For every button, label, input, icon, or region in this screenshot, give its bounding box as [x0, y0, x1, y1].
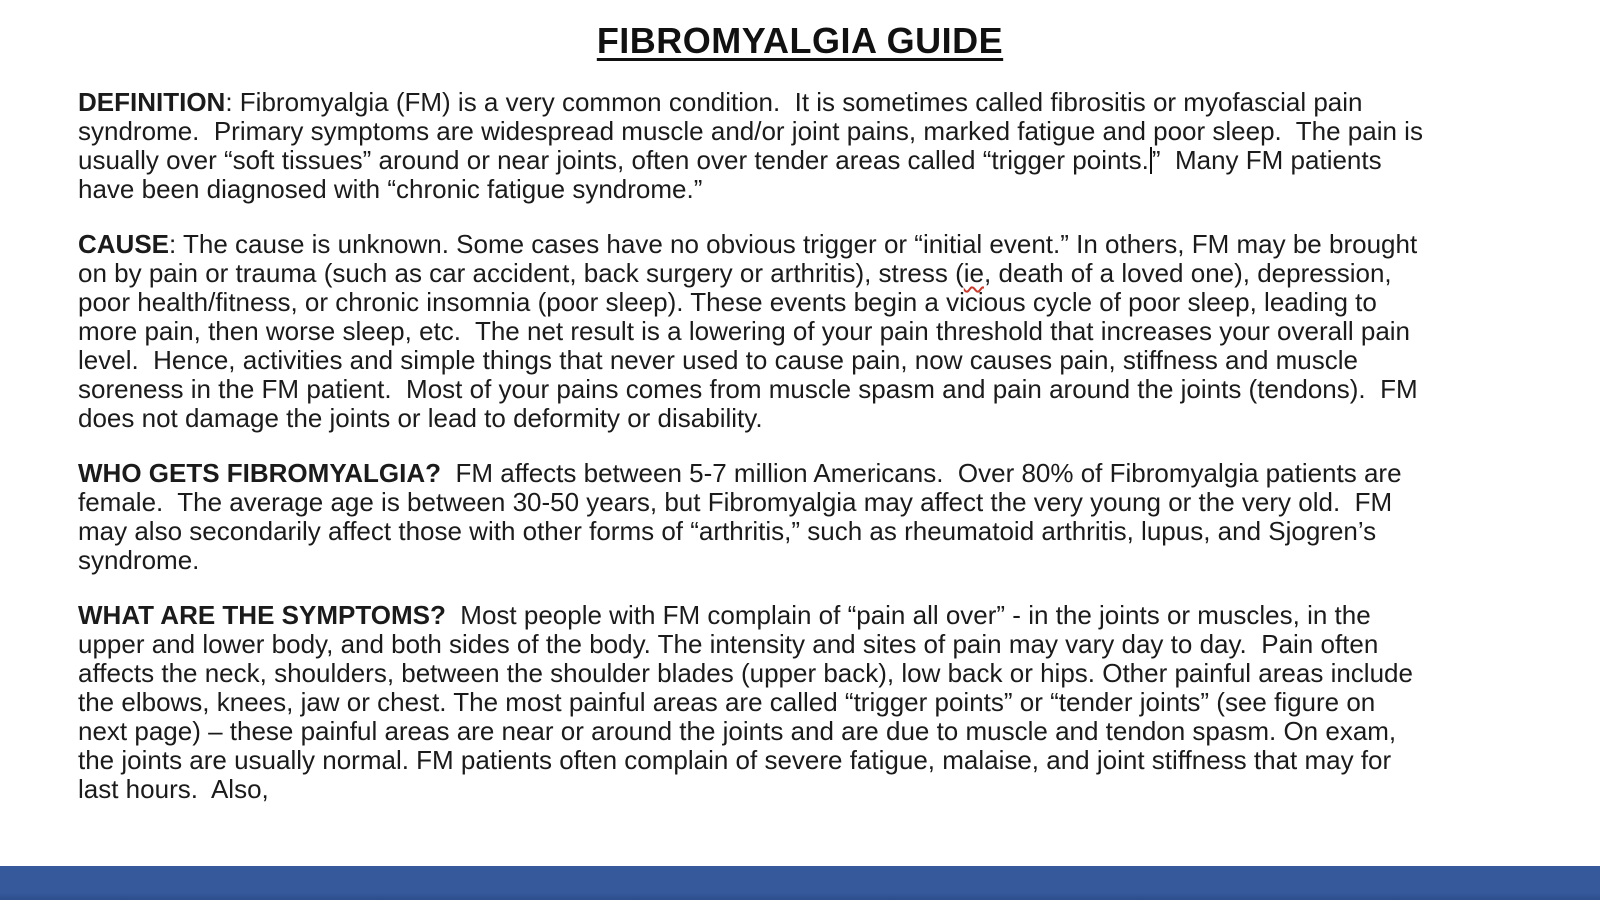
- who-gets-heading: WHO GETS FIBROMYALGIA?: [78, 458, 442, 488]
- definition-text-after-caret: ” Many FM patients have been diagnosed with “chronic fatigue syndrome.”: [78, 145, 1389, 204]
- who-gets-text: FM affects between 5-7 million Americans. Over 80% of Fibromyalgia patients are female. The average age is between 30-50 years, but Fibromyalgia may affect the very young or the very old. FM may also secondarily affect those with other forms of “arthritis,” such as rheumatoid arthritis, lupus, and Sjogren’s syndrome.: [78, 458, 1409, 575]
- cause-text-before-misspelling: : The cause is unknown. Some cases have no obvious trigger or “initial event.” In others, FM may be brought on by pain or trauma (such as car accident, back surgery or arthritis), stress (: [78, 229, 1425, 288]
- cause-heading: CAUSE: [78, 229, 170, 259]
- paragraph-definition[interactable]: [78, 88, 1430, 204]
- symptoms-heading: WHAT ARE THE SYMPTOMS?: [78, 600, 446, 630]
- paragraph-cause[interactable]: [78, 230, 1430, 433]
- bottom-accent-bar: [0, 866, 1600, 900]
- definition-text-before-caret: : Fibromyalgia (FM) is a very common condition. It is sometimes called fibrositis or myofascial pain syndrome. Primary symptoms are widespread muscle and/or joint pains, marked fatigue and poor sleep. The pain is usually over “soft tissues” around or near joints, often over tender areas called “trigger points.: [78, 87, 1431, 175]
- misspelled-word-spellcheck-underline: ie: [963, 258, 985, 288]
- paragraph-who-gets[interactable]: [78, 459, 1430, 575]
- definition-heading: DEFINITION: [78, 87, 226, 117]
- page-title: FIBROMYALGIA GUIDE: [596, 20, 1004, 61]
- cause-text-after-misspelling: , death of a loved one), depression, poor health/fitness, or chronic insomnia (poor sleep). These events begin a vicious cycle of poor sleep, leading to more pain, then worse sleep, etc. The net result is a lowering of your pain threshold that increases your overall pain level. Hence, activities and simple things that never used to cause pain, now causes pain, stiffness and muscle soreness in the FM patient. Most of your pains comes from muscle spasm and pain around the joints (tendons). FM does not damage the joints or lead to deformity or disability.: [78, 258, 1425, 433]
- document-body: [78, 88, 1430, 830]
- paragraph-symptoms[interactable]: [78, 601, 1430, 804]
- symptoms-text: Most people with FM complain of “pain all over” - in the joints or muscles, in the upper and lower body, and both sides of the body. The intensity and sites of pain may vary day to day. Pain often affects the neck, shoulders, between the shoulder blades (upper back), low back or hips. Other painful areas include the elbows, knees, jaw or chest. The most painful areas are called “trigger points” or “tender joints” (see figure on next page) – these painful areas are near or around the joints and are due to muscle and tendon spasm. On exam, the joints are usually normal. FM patients often complain of severe fatigue, malaise, and joint stiffness that may for last hours. Also,: [78, 600, 1421, 804]
